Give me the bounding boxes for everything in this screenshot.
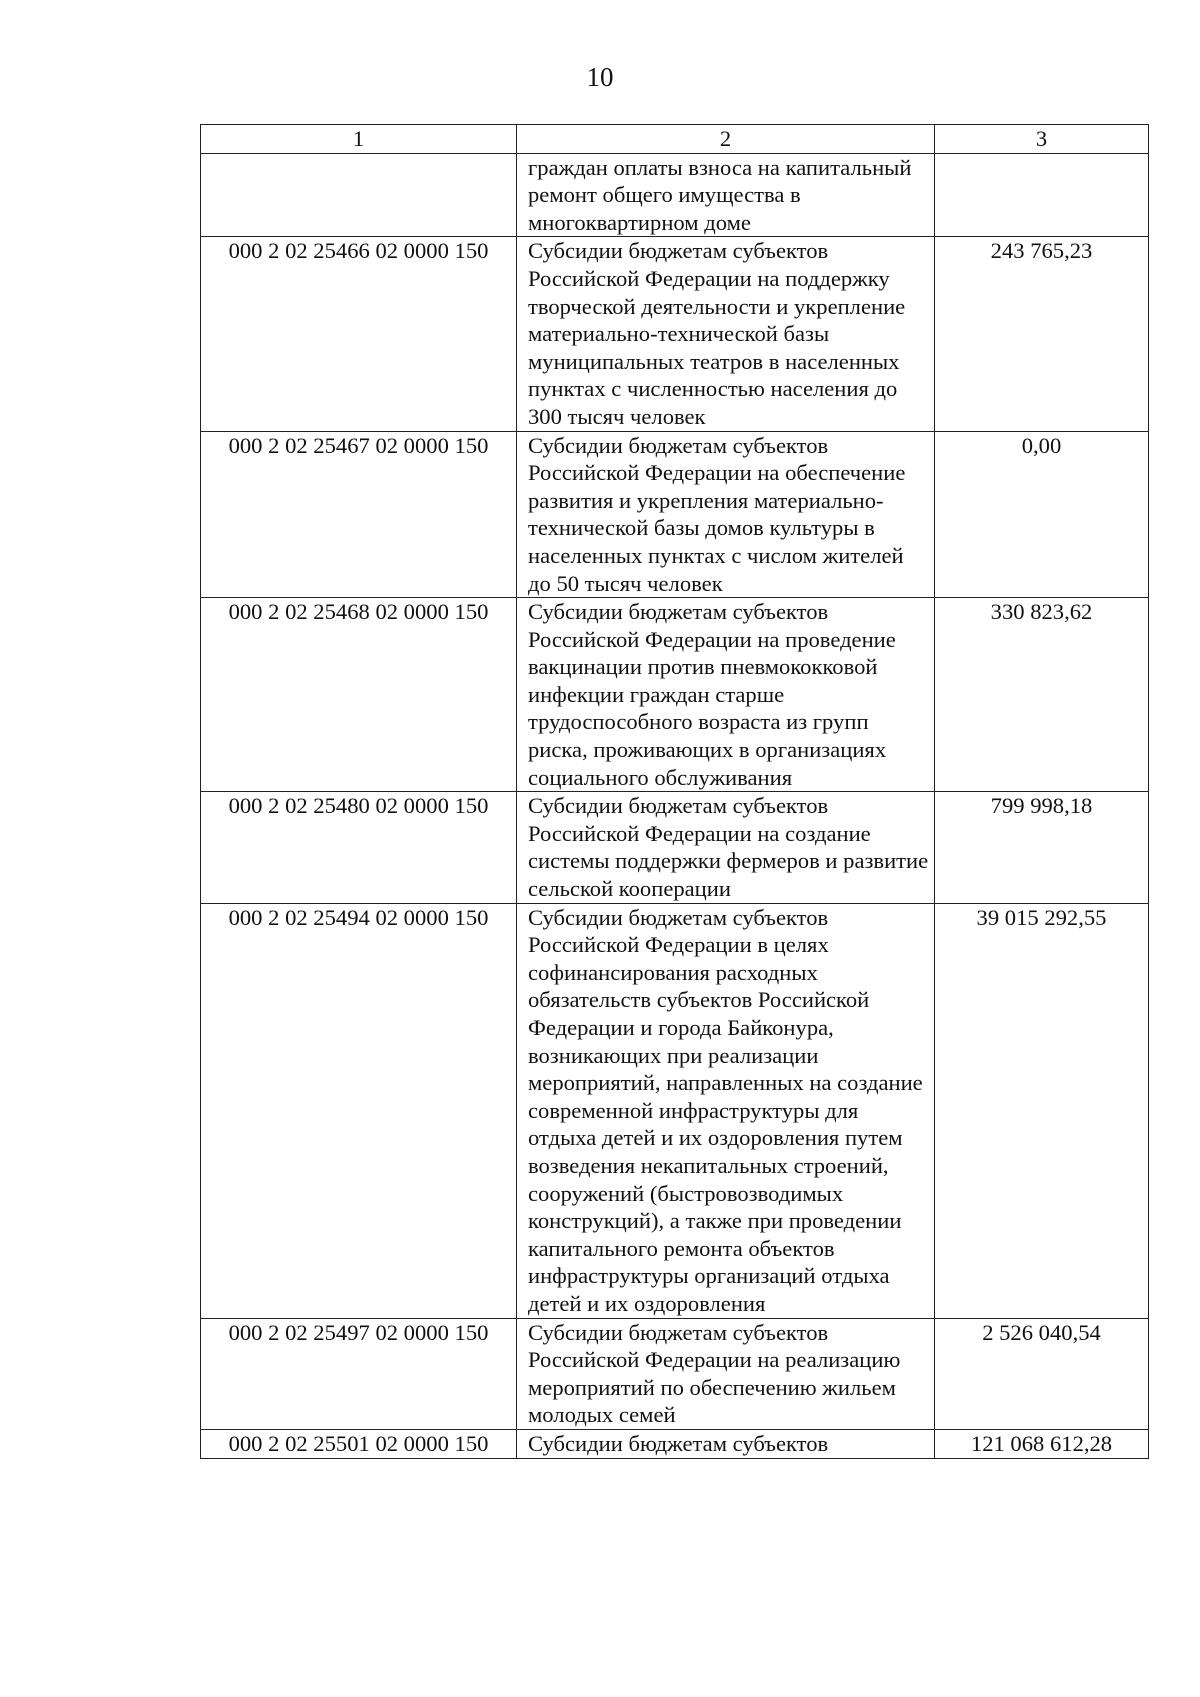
- amount-cell: 330 823,62: [935, 598, 1149, 792]
- amount-cell: 799 998,18: [935, 792, 1149, 903]
- budget-code-cell: 000 2 02 25501 02 0000 150: [201, 1429, 517, 1458]
- column-header: 1: [201, 125, 517, 154]
- description-cell: Субсидии бюджетам субъектов Российской Федерации на реализацию мероприятий по обеспечению жильем молодых семей: [517, 1318, 935, 1429]
- amount-cell: 2 526 040,54: [935, 1318, 1149, 1429]
- table-row: [201, 598, 1149, 792]
- description-cell: Субсидии бюджетам субъектов Российской Федерации на проведение вакцинации против пневмококковой инфекции граждан старше трудоспособного возраста из групп риска, проживающих в организациях социального обслуживания: [517, 598, 935, 792]
- budget-code-cell: 000 2 02 25480 02 0000 150: [201, 792, 517, 903]
- table-row: [201, 792, 1149, 903]
- description-cell: Субсидии бюджетам субъектов Российской Федерации на поддержку творческой деятельности и укрепление материально-технической базы муниципальных театров в населенных пунктах с численностью населения до 300 тысяч человек: [517, 237, 935, 431]
- budget-code-cell: 000 2 02 25497 02 0000 150: [201, 1318, 517, 1429]
- budget-code-cell: [201, 153, 517, 237]
- table-header-row: [201, 125, 1149, 154]
- description-cell: Субсидии бюджетам субъектов Российской Федерации на обеспечение развития и укрепления материально-технической базы домов культуры в населенных пунктах с числом жителей до 50 тысяч человек: [517, 431, 935, 598]
- description-cell: Субсидии бюджетам субъектов Российской Федерации в целях софинансирования расходных обязательств субъектов Российской Федерации и города Байконура, возникающих при реализации мероприятий, направленных на создание современной инфраструктуры для отдыха детей и их оздоровления путем возведения некапитальных строений, сооружений (быстровозводимых конструкций), а также при проведении капитального ремонта объектов инфраструктуры организаций отдыха детей и их оздоровления: [517, 903, 935, 1318]
- amount-cell: 243 765,23: [935, 237, 1149, 431]
- budget-code-cell: 000 2 02 25468 02 0000 150: [201, 598, 517, 792]
- budget-code-cell: 000 2 02 25466 02 0000 150: [201, 237, 517, 431]
- table-row: [201, 1318, 1149, 1429]
- amount-cell: [935, 153, 1149, 237]
- table-row: [201, 903, 1149, 1318]
- table-row: [201, 237, 1149, 431]
- table-row: [201, 153, 1149, 237]
- table-row: [201, 1429, 1149, 1458]
- budget-table: [200, 124, 1149, 1459]
- description-cell: Субсидии бюджетам субъектов: [517, 1429, 935, 1458]
- column-header: 3: [935, 125, 1149, 154]
- amount-cell: 0,00: [935, 431, 1149, 598]
- budget-code-cell: 000 2 02 25467 02 0000 150: [201, 431, 517, 598]
- description-cell: Субсидии бюджетам субъектов Российской Федерации на создание системы поддержки фермеров и развитие сельской кооперации: [517, 792, 935, 903]
- page-number: 10: [586, 62, 614, 92]
- table-row: [201, 431, 1149, 598]
- description-cell: граждан оплаты взноса на капитальный ремонт общего имущества в многоквартирном доме: [517, 153, 935, 237]
- amount-cell: 121 068 612,28: [935, 1429, 1149, 1458]
- budget-code-cell: 000 2 02 25494 02 0000 150: [201, 903, 517, 1318]
- amount-cell: 39 015 292,55: [935, 903, 1149, 1318]
- column-header: 2: [517, 125, 935, 154]
